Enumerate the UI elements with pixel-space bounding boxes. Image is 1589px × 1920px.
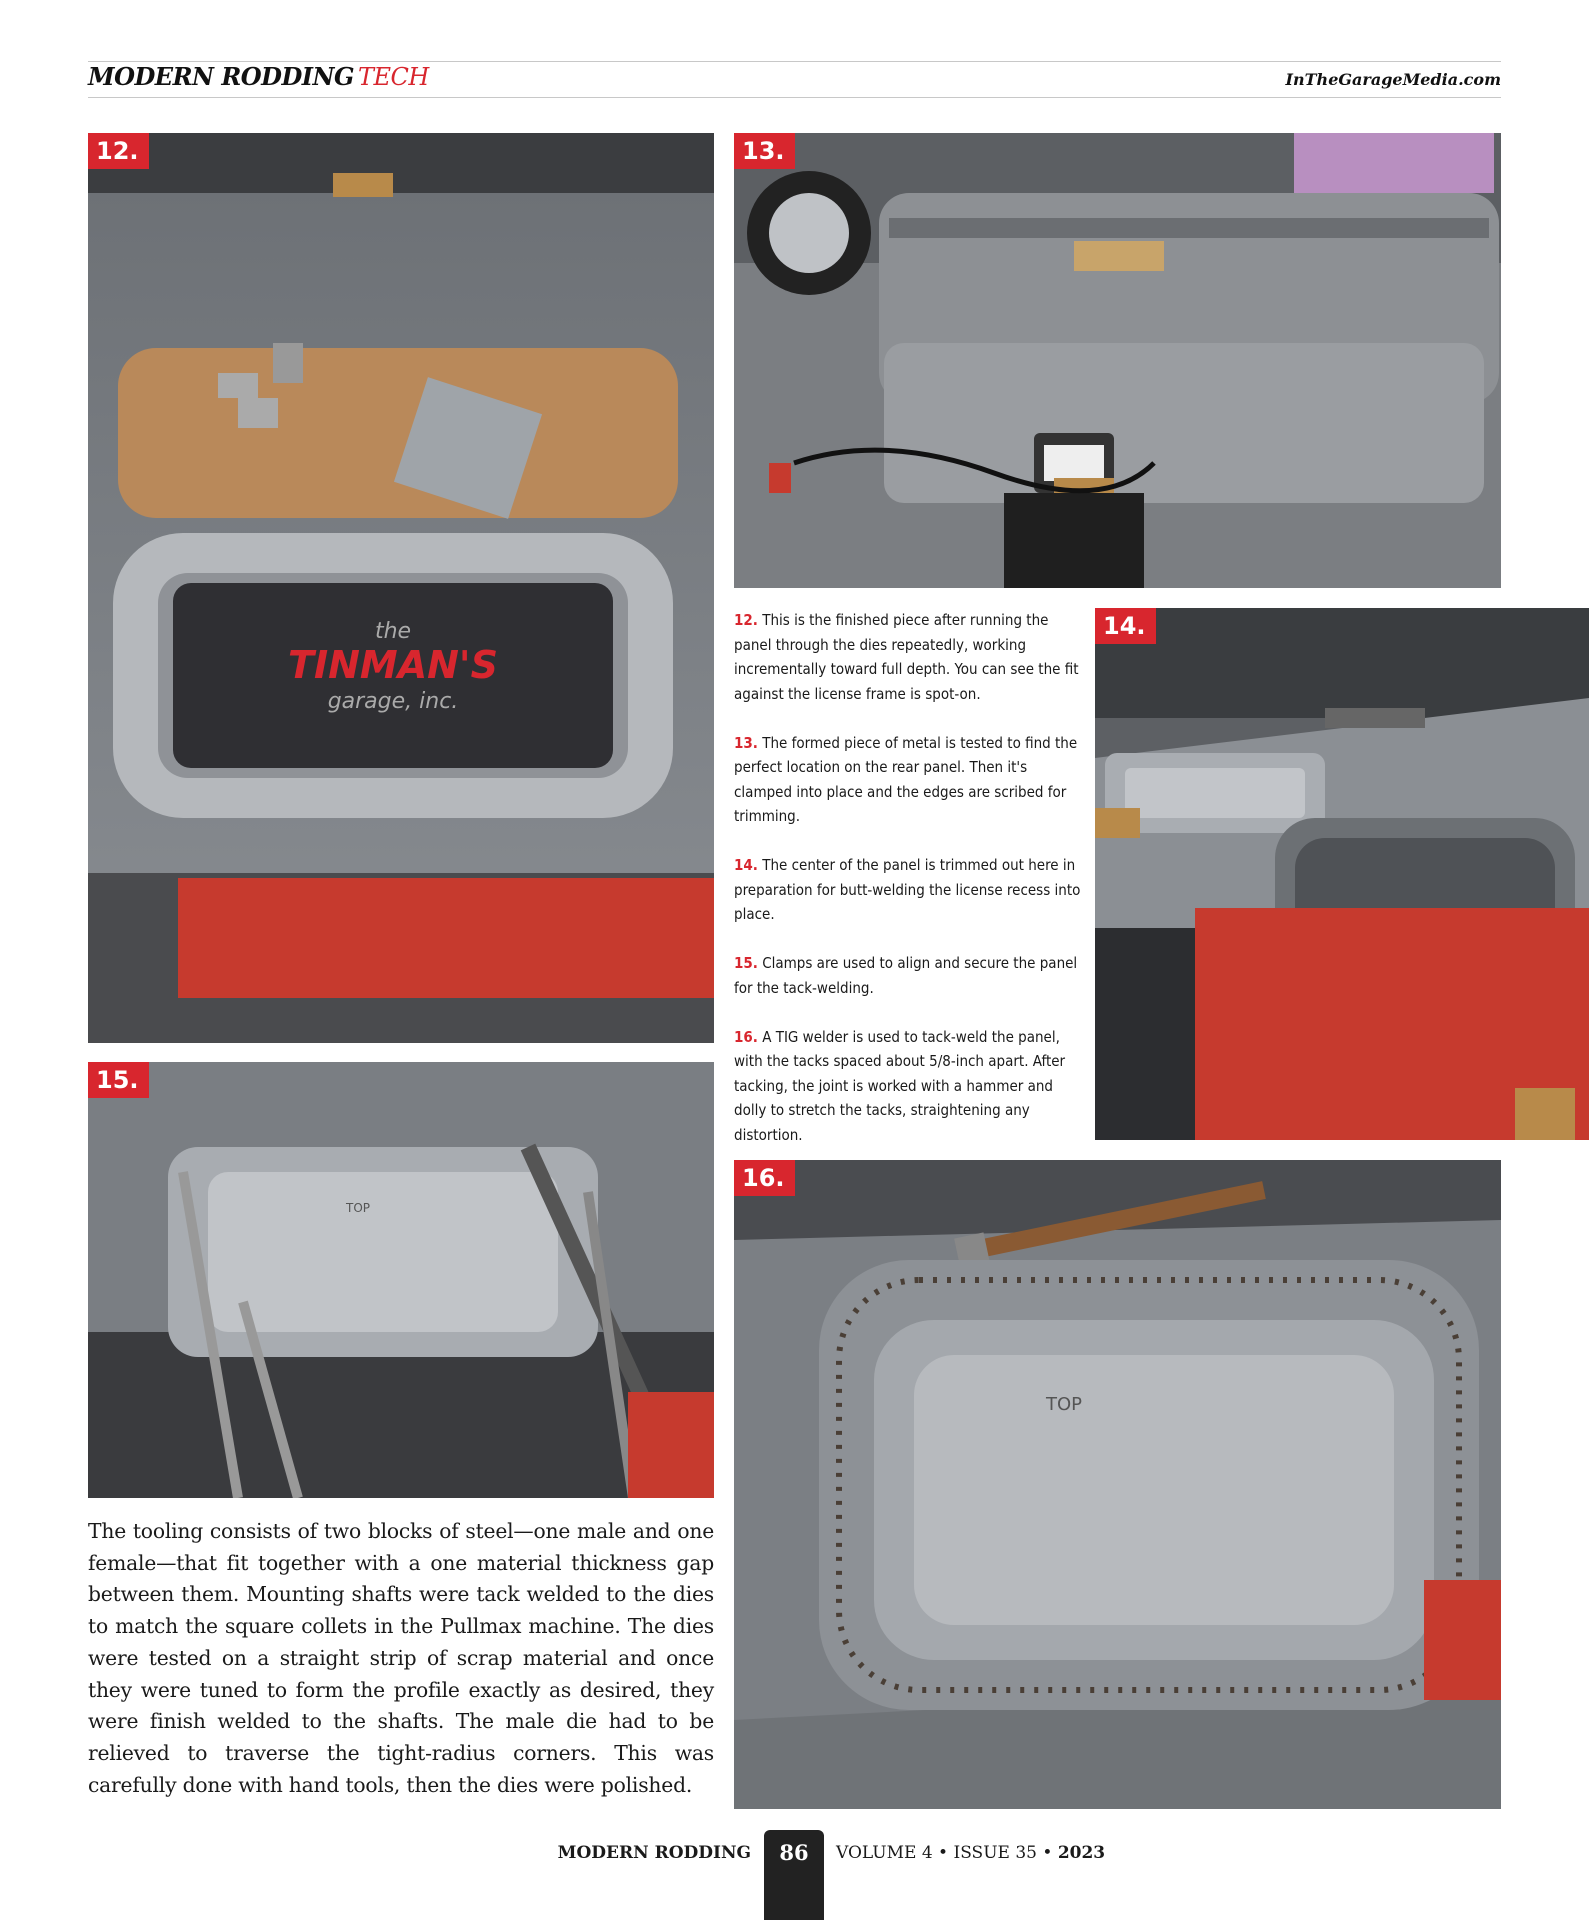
header-bottom-rule	[88, 97, 1501, 98]
footer-sep-1: •	[938, 1843, 949, 1863]
caption-13: 13. The formed piece of metal is tested to find the perfect location on the rear panel. Then it's clamped into place and the edges are scribed for trimming.	[734, 733, 1078, 825]
caption-15: 15. Clamps are used to align and secure the panel for the tack-welding.	[734, 954, 1078, 997]
photo-12	[88, 133, 714, 1043]
plate-text-the: the	[374, 619, 412, 644]
top-marking-15: TOP	[345, 1201, 371, 1215]
photo-14	[1095, 608, 1589, 1140]
footer-sep-2: •	[1042, 1843, 1053, 1863]
photo-14-number: 14.	[1095, 608, 1156, 644]
photo-16-number: 16.	[734, 1160, 795, 1196]
photo-captions	[734, 608, 1082, 1172]
photo-15	[88, 1062, 714, 1498]
header-title	[88, 62, 429, 91]
caption-14: 14. The center of the panel is trimmed out here in preparation for butt-welding the license recess into place.	[734, 856, 1081, 923]
caption-12: 12. This is the finished piece after running the panel through the dies repeatedly, working incrementally toward full depth. You can see the fit against the license frame is spot-on.	[734, 611, 1079, 703]
photo-13-number: 13.	[734, 133, 795, 169]
magazine-name: MODERN RODDING	[88, 62, 354, 91]
photo-16-image	[734, 1160, 1501, 1809]
photo-15-image	[88, 1062, 714, 1498]
photo-14-image	[1095, 608, 1589, 1140]
section-name: TECH	[357, 63, 429, 91]
plate-text-garage: garage, inc.	[327, 689, 459, 714]
footer-issue-info	[836, 1843, 1105, 1863]
photo-13-image	[734, 133, 1501, 588]
footer-volume: VOLUME 4	[836, 1843, 933, 1863]
body-paragraph: The tooling consists of two blocks of steel—one male and one female—that fit together with a one material thickness gap between them. Mounting shafts were tack welded to the dies to match the square collets in the Pullmax machine. The dies were tested on a straight strip of scrap material and once they were tuned to form the profile exactly as desired, they were finish welded to the shafts. The male die had to be relieved to traverse the tight-radius corners. This was carefully done with hand tools, then the dies were polished.	[88, 1519, 714, 1797]
page-number: 86	[779, 1840, 809, 1865]
photo-12-image	[88, 133, 714, 1043]
website-link[interactable]: InTheGarageMedia.com	[1285, 70, 1501, 89]
photo-16	[734, 1160, 1501, 1809]
photo-15-number: 15.	[88, 1062, 149, 1098]
footer-issue: ISSUE 35	[953, 1843, 1037, 1863]
plate-text-tinmans: TINMAN'S	[288, 643, 498, 687]
photo-12-number: 12.	[88, 133, 149, 169]
caption-16: 16. A TIG welder is used to tack-weld the panel, with the tacks spaced about 5/8-inch apart. After tacking, the joint is worked with a hammer and dolly to stretch the tacks, straightening any distortion.	[734, 1027, 1066, 1144]
photo-13	[734, 133, 1501, 588]
footer-magazine: MODERN RODDING	[557, 1843, 751, 1863]
footer-year: 2023	[1057, 1843, 1106, 1863]
top-marking-16: TOP	[1045, 1394, 1083, 1415]
